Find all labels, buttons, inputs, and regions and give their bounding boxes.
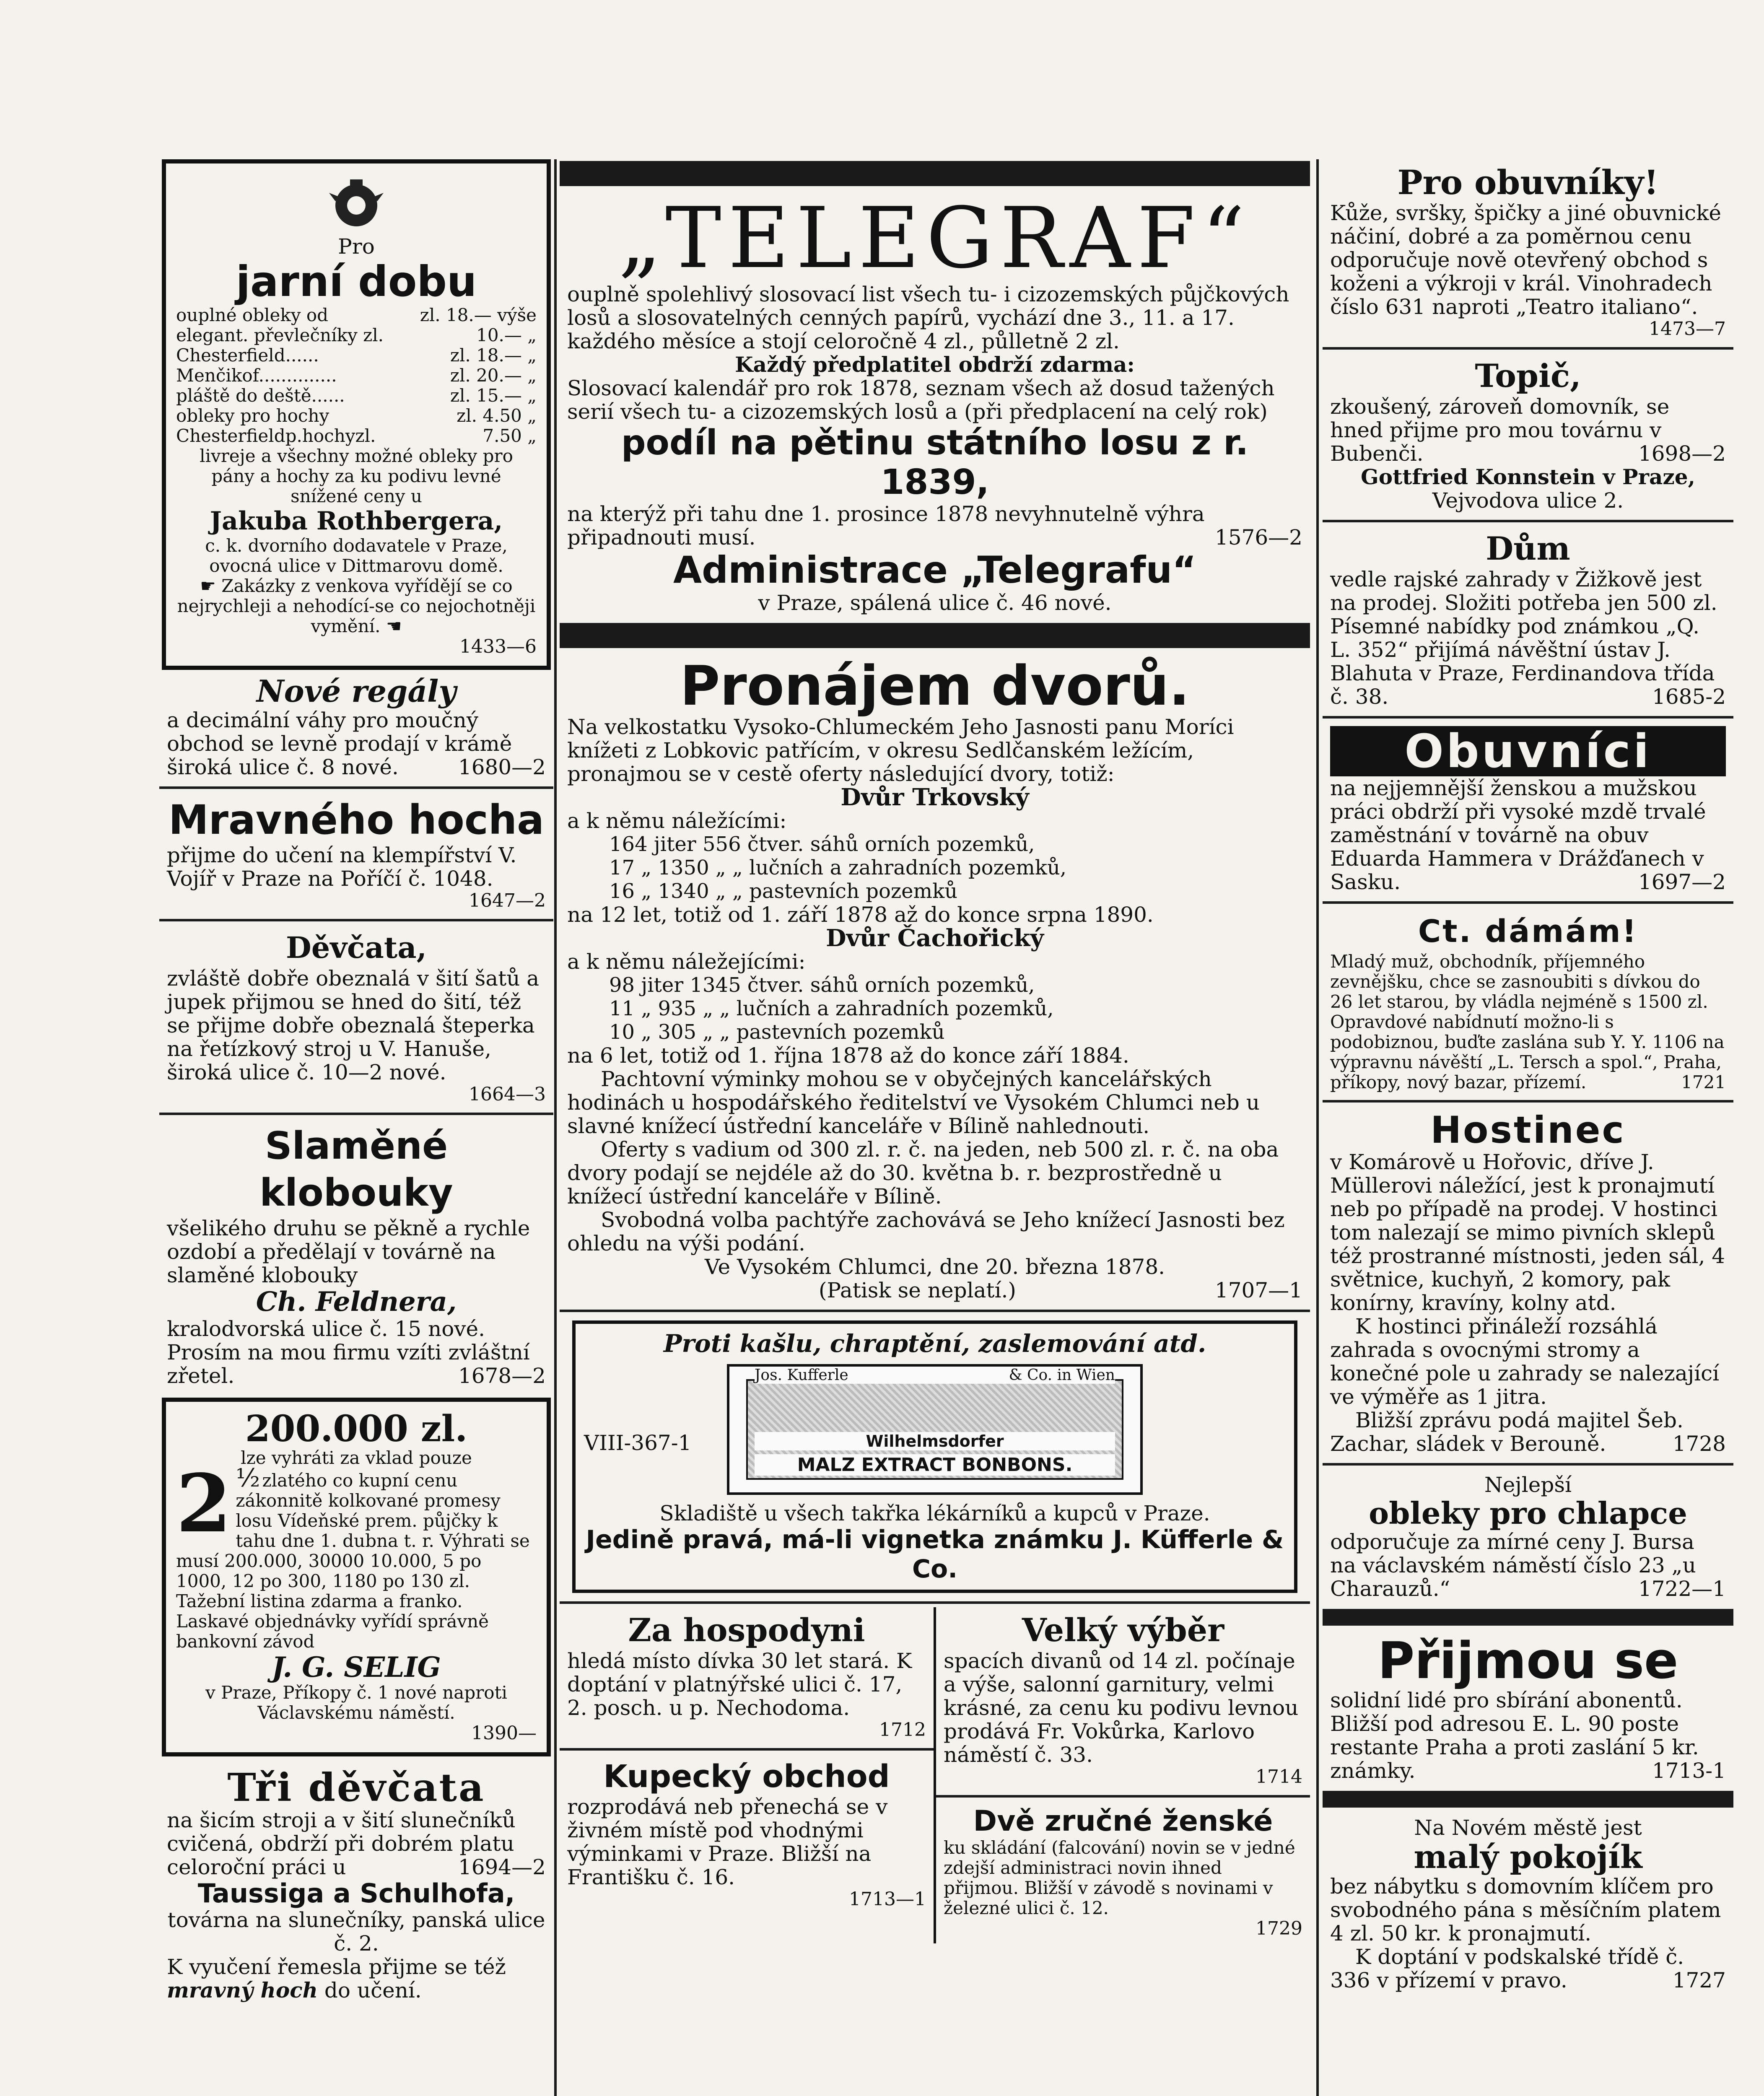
ad-body: ku skládání (falcování) novin se v jedné zdejší administraci novin ihned přijmou. Bližší v závodě s novinami v železné ulici č. 12.	[944, 1837, 1295, 1918]
ad-kupecky	[560, 1754, 934, 1914]
ad-body: zkoušený, zároveň domovník, se hned přijme pro mou továrnu v Bubenči. 1698—2	[1330, 394, 1726, 466]
ad-topic	[1323, 353, 1733, 516]
ad-body: Svobodná volba pachtýře zachovává se Jeho knížecí Jasnosti bez ohledu na výši podání.	[567, 1208, 1285, 1256]
price-row: ouplné obleky od zl. 18.— výše	[176, 305, 537, 325]
ad-body: na nejjemnější ženskou a mužskou práci obdrží při vysoké mzdě trvalé zaměstnání v továrně na obuv Eduarda Hammera v Drážďanech v Sasku. 1697—2	[1330, 776, 1726, 894]
ad-body: Skladiště u všech takřka lékárníků a kupců v Praze.	[659, 1501, 1210, 1525]
eagle-emblem-icon	[329, 176, 384, 231]
ad-body: 2 ½ zlatého co kupní cenu zákonnitě kolkované promesy losu Vídeňské prem. půjčky k tahu dne 1. dubna t. r. Výhrati se musí 200.000, 30000 10.000, 5 po 1000, 12 po 300, 1180 po 130 zl. Tažební listina zdarma a franko. Laskavé objednávky vyřídí správně bankovní závod	[176, 1457, 530, 1652]
ad-code: 1473—7	[1649, 318, 1726, 340]
ad-code: 1714	[1256, 1766, 1302, 1787]
ad-code: 1680—2	[458, 755, 546, 779]
ad-pre: Pro	[338, 234, 375, 259]
ad-body: K hostinci přináleží rozsáhlá zahrada s ovocnými stromy a konečné pole u zahrady se nalezající ve výměře as 1 jitra.	[1330, 1314, 1720, 1409]
divider	[560, 1310, 1310, 1312]
divider	[1323, 1463, 1733, 1466]
ad-subtitle: Dvůr Čachořický	[825, 924, 1044, 952]
ad-hostinec	[1323, 1106, 1733, 1460]
list-item: 10 „ 305 „ „ pastevních pozemků	[609, 1020, 945, 1044]
ad-ref: VIII-367-1	[584, 1431, 692, 1455]
pointing-hand-icon: ☚	[380, 616, 402, 636]
ad-obuvniky	[1323, 159, 1733, 344]
price-row: pláště do deště...... zl. 15.— „	[176, 385, 537, 406]
list-item: 17 „ 1350 „ „ lučních a zahradních pozemků,	[609, 856, 1066, 879]
ad-code: 1728	[1672, 1432, 1726, 1456]
ad-title: 200.000 zl.	[245, 1408, 468, 1450]
list-item: 16 „ 1340 „ „ pastevních pozemků	[609, 879, 958, 903]
ad-body: Bližší zprávu podá majitel Šeb. Zachar, sládek v Berouně. 1728	[1330, 1408, 1726, 1456]
divider	[560, 1748, 934, 1751]
price-row: Menčikof.............. zl. 20.— „	[176, 365, 537, 386]
label-brand: Wilhelmsdorfer	[755, 1432, 1115, 1450]
decorative-bar	[1323, 1609, 1733, 1626]
right-column	[1323, 159, 1733, 2096]
ad-body: ouplně spolehlivý slosovací list všech tu- i cizozemských půjčkových losů a slosovatelných cenných papírů, vychází dne 3., 11. a 17. každého měsíce a stojí celoročně 4 zl., půlletně 2 zl.	[567, 282, 1289, 353]
ad-title: Nové regály	[256, 673, 457, 709]
ad-body: a k němu náležejícími:	[567, 949, 806, 974]
ad-title: malý pokojík	[1414, 1838, 1642, 1876]
ad-malz-extract	[572, 1320, 1297, 1593]
list-item: 11 „ 935 „ „ lučních a zahradních pozemků,	[609, 997, 1054, 1020]
ad-name: Ch. Feldnera,	[256, 1286, 457, 1318]
ad-body: lze vyhráti za vklad pouze	[241, 1447, 472, 1468]
ad-body: K doptání v podskalské třídě č. 336 v přízemí v pravo. 1727	[1330, 1945, 1726, 1992]
ad-body: na 6 let, totiž od 1. října 1878 až do konce září 1884.	[567, 1043, 1129, 1068]
ad-name: Gottfried Konnstein v Praze,	[1361, 464, 1695, 489]
price-row: Chesterfieldp.hochyzl. 7.50 „	[176, 425, 537, 446]
ad-name: Administrace „Telegrafu“	[673, 548, 1196, 591]
ad-pre: Na Novém městě jest	[1414, 1816, 1642, 1840]
ad-body: vedle rajské zahrady v Žižkově jest na prodej. Složiti potřeba jen 500 zl. Písemné nabídky pod známkou „Q. L. 352“ přijímá návěštní ústav J. Blahuta v Praze, Ferdinandova třída č. 38. 1685-2	[1330, 567, 1726, 709]
divider	[1323, 901, 1733, 904]
ad-title: Dům	[1486, 530, 1570, 567]
ad-subtitle: Dvůr Trkovský	[840, 783, 1029, 811]
ad-code: 1713-1	[1652, 1759, 1726, 1783]
ad-title: Tři děvčata	[227, 1765, 485, 1810]
list-item: 98 jiter 1345 čtver. sáhů orních pozemků,	[609, 973, 1035, 997]
ad-title: „TELEGRAF“	[618, 189, 1252, 287]
ad-title: Kupecký obchod	[603, 1759, 890, 1795]
ad-code: 1647—2	[469, 890, 546, 911]
ad-dvory	[560, 652, 1310, 1306]
ad-body: továrna na slunečníky, panská ulice č. 2.	[167, 1908, 545, 1956]
ad-title: Slaměné klobouky	[259, 1124, 453, 1215]
ad-title: jarní dobu	[236, 257, 477, 306]
ad-devcata	[159, 925, 553, 1109]
ad-code: 1729	[1256, 1918, 1302, 1939]
column-rule	[1316, 159, 1319, 2096]
price-row: elegant. převlečníky zl. 10.— „	[176, 325, 537, 345]
ad-rothberger	[162, 159, 551, 670]
ad-body: odporučuje za mírné ceny J. Bursa na václavském náměstí číslo 23 „u Charauzů.“ 1722—1	[1330, 1530, 1726, 1601]
ad-zenske	[936, 1801, 1310, 1943]
ad-name: Taussiga a Schulhofa,	[197, 1878, 515, 1909]
ad-title: Přijmou se	[1377, 1632, 1678, 1690]
ad-code: 1698—2	[1638, 441, 1726, 466]
ad-body: a decimální váhy pro moučný obchod se levně prodají v krámě široká ulice č. 8 nové. 1680—2	[167, 708, 546, 779]
price-row: obleky pro hochy zl. 4.50 „	[176, 405, 537, 426]
ad-klobouky	[159, 1118, 553, 1392]
ad-body: solidní lidé pro sbírání abonentů. Bližší pod adresou E. L. 90 poste restante Praha a proti zaslání 5 kr. známky. 1713-1	[1330, 1688, 1726, 1783]
pointing-hand-icon: ☛	[200, 576, 222, 596]
ad-body: rozprodává neb přenechá se v živném místě pod vhodnými výminkami v Praze. Bližší na Františku č. 16.	[567, 1795, 888, 1889]
ad-code: 1694—2	[458, 1855, 546, 1879]
divider	[159, 919, 553, 921]
ad-body: všelikého druhu se pěkně a rychle ozdobí a předělají v továrně na slaměné klobouky	[167, 1216, 530, 1287]
ad-body: zvláště dobře obeznalá v šití šatů a jupek přijmou se hned do šití, též se přijme dobře obeznalá šteperka na řetízkový stroj u V. Hanuše, široká ulice č. 10—2 nové.	[167, 966, 540, 1084]
ad-title: Proti kašlu, chraptění, zaslemování atd.	[663, 1329, 1206, 1358]
ad-body: v Komárově u Hořovic, dříve J. Müllerovi náležící, jest k pronajmutí neb po případě na prodej. V hostinci tom nalezají se mimo pivních sklepů též prostranné místnosti, jeden sál, 4 světnice, kuchyň, 2 komory, pak konírny, kravíny, kolny atd.	[1330, 1150, 1725, 1315]
divider	[1323, 1100, 1733, 1102]
ad-body: Kůže, svršky, špičky a jiné obuvnické náčiní, dobré a za poměrnou cenu odporučuje nově otevřený obchod s koženi a výkroji v král. Vinohradech číslo 631 naproti „Teatro italiano“.	[1330, 201, 1721, 319]
price-list	[176, 305, 537, 446]
ad-body: c. k. dvorního dodavatele v Praze, ovocná ulice v Dittmarovu domě.	[205, 535, 508, 576]
ad-code: 1721	[1681, 1072, 1726, 1092]
ad-body: v Praze, Příkopy č. 1 nové naproti Václavskému náměstí.	[205, 1682, 507, 1723]
ad-body: v Praze, spálená ulice č. 46 nové.	[758, 591, 1112, 615]
ad-code: 1713—1	[849, 1888, 926, 1910]
decorative-bar	[1323, 1791, 1733, 1808]
ad-code: 1433—6	[459, 636, 537, 657]
ad-title: Velký výběr	[1022, 1611, 1224, 1649]
ad-body: bez nábytku s domovním klíčem pro svobodného pána s měsíčním platem 4 zl. 50 kr. k pronajmutí.	[1330, 1874, 1721, 1946]
ad-body: Každý předplatitel obdrží zdarma:	[735, 352, 1135, 377]
label-maker: Jos. Kufferle	[755, 1367, 848, 1384]
ad-telegraf	[560, 190, 1310, 619]
big-digit: 2	[176, 1457, 232, 1550]
ad-body: Pachtovní výminky mohou se v obyčejných kancelářských hodinách u hospodářského ředitelství ve Vysokém Chlumci neb u slavné knížecí ústřední kanceláře v Bílině nahlednouti.	[567, 1067, 1260, 1138]
ad-code: 1727	[1672, 1968, 1726, 1992]
divider	[936, 1795, 1310, 1798]
ad-code: 1678—2	[458, 1364, 546, 1388]
ad-title: Topič,	[1475, 357, 1581, 394]
label-text: MALZ EXTRACT BONBONS.	[755, 1454, 1115, 1476]
ad-body: hledá místo dívka 30 let stará. K doptání v platnýřské ulici č. 17, 2. posch. u p. Nechodoma.	[567, 1649, 912, 1720]
ad-title: Ct. dámám!	[1418, 913, 1638, 949]
ad-body: Na velkostatku Vysoko-Chlumeckém Jeho Jasnosti panu Moríci knížeti z Lobkovic patřícím, v okresu Sedlčanském ležícím, pronajmou se v cestě oferty následující dvory, totiž:	[567, 715, 1234, 786]
column-rule	[554, 159, 557, 2096]
ad-damam	[1323, 907, 1733, 1097]
ad-mravneho-hocha	[159, 792, 553, 916]
ad-title: Pro obuvníky!	[1397, 163, 1659, 202]
ad-highlight: Jedině pravá, má-li vignetka známku J. Küfferle & Co.	[586, 1525, 1284, 1584]
divider	[1323, 347, 1733, 350]
ad-code: 1390—	[471, 1722, 537, 1744]
divider	[1323, 716, 1733, 719]
ad-body: (Patisk se neplatí.) 1707—1	[819, 1278, 1302, 1302]
fraction: ½	[236, 1463, 260, 1493]
left-column	[159, 159, 553, 2096]
middle-column	[560, 159, 1310, 2096]
ad-selig	[162, 1398, 551, 1756]
ad-date: Ve Vysokém Chlumci, dne 20. března 1878.	[704, 1255, 1165, 1279]
ad-body: ☛ Zakázky z venkova vyřídějí se co nejrychleji a nehodící-se co nejochotněji vymění. ☚	[177, 576, 536, 636]
ad-body: na 12 let, totiž od 1. září 1878 až do konce srpna 1890.	[567, 903, 1154, 927]
divider	[159, 786, 553, 789]
ad-hospodyne	[560, 1607, 934, 1745]
product-label-image	[727, 1364, 1143, 1495]
ad-title: Za hospodyni	[628, 1611, 865, 1649]
decorative-bar	[560, 161, 1310, 186]
ad-title: obleky pro chlapce	[1369, 1495, 1687, 1531]
ad-body: K vyučení řemesla přijme se též mravný hoch do učení.	[167, 1955, 506, 2003]
divider	[560, 1601, 1310, 1604]
ad-code: 1664—3	[469, 1084, 546, 1105]
ad-highlight: podíl na pětinu státního losu z r. 1839,	[621, 423, 1249, 502]
ad-body: Oferty s vadium od 300 zl. r. č. na jeden, neb 500 zl. r. č. na oba dvory podají se nejdéle až do 30. května b. r. bezprostředně u knížecí ústřední kanceláře v Bílině.	[567, 1137, 1279, 1209]
ad-prijmou	[1323, 1630, 1733, 1787]
ad-body: Mladý muž, obchodník, příjemného zevnějšku, chce se zasnoubiti s dívkou do 26 let starou, by vládla nejméně s 1500 zl. Opravdové nabídnutí možno-li s podobiznou, buďte zaslána sub Y. Y. 1106 na výpravnu návěští „L. Tersch a spol.“, Praha, příkopy, nový bazar, přízemí. 1721	[1330, 951, 1726, 1092]
ad-body: Vejvodova ulice 2.	[1432, 488, 1624, 513]
ad-obuvnici	[1323, 722, 1733, 898]
ad-body: spacích divanů od 14 zl. počínaje a výše, salonní garnitury, velmi krásné, za cenu ku podivu levnou prodává Fr. Vokůrka, Karlovo náměstí č. 33.	[944, 1649, 1299, 1767]
ad-regaly	[159, 670, 553, 783]
ad-body: Slosovací kalendář pro rok 1878, seznam všech až dosud tažených serií všech tu- a cizozemských losů a (při předplacení na celý rok)	[567, 376, 1275, 424]
divider	[1323, 520, 1733, 522]
ad-dum	[1323, 526, 1733, 713]
ad-code: 1707—1	[1214, 1278, 1302, 1302]
ad-code: 1576—2	[1214, 525, 1302, 550]
ad-title: Obuvníci	[1330, 726, 1726, 776]
two-column-ads	[560, 1607, 1310, 1943]
label-city: & Co. in Wien	[1009, 1367, 1115, 1384]
ad-code: 1685-2	[1652, 685, 1726, 709]
decorative-bar	[560, 623, 1310, 648]
ad-name: J. G. SELIG	[272, 1651, 441, 1684]
ad-body: a k němu náležícími:	[567, 809, 787, 833]
ad-title: Pronájem dvorů.	[680, 654, 1190, 718]
ad-title: Dvě zručné ženské	[973, 1805, 1273, 1838]
ad-title: Hostinec	[1430, 1108, 1626, 1152]
ad-name: Jakuba Rothbergera,	[210, 506, 503, 536]
price-row: Chesterfield...... zl. 18.— „	[176, 345, 537, 366]
ad-pokojik	[1323, 1812, 1733, 1996]
ad-chlapce	[1323, 1469, 1733, 1605]
ad-body: kralodvorská ulice č. 15 nové. Prosím na mou firmu vzíti zvláštní zřetel. 1678—2	[167, 1317, 546, 1388]
divider	[159, 1113, 553, 1115]
ad-tri-devcata	[159, 1762, 553, 2006]
ad-body: na šicím stroji a v šití slunečníků cvičená, obdrží při dobrém platu celoroční práci u 1694—2	[167, 1808, 546, 1879]
ad-code: 1712	[879, 1719, 926, 1741]
ad-body: livreje a všechny možné obleky pro pány a hochy za ku podivu levné snížené ceny u	[200, 446, 513, 506]
ad-code: 1722—1	[1638, 1577, 1726, 1601]
ad-title: Mravného hocha	[169, 796, 544, 843]
ad-body: přijme do učení na klempířství V. Vojíř v Praze na Poříčí č. 1048.	[167, 843, 517, 891]
ad-pre: Nejlepší	[1484, 1473, 1572, 1497]
ad-vyber	[936, 1607, 1310, 1792]
ad-body: na kterýž při tahu dne 1. prosince 1878 nevyhnutelně výhra připadnouti musí. 1576—2	[567, 502, 1302, 550]
ad-title: Děvčata,	[286, 930, 427, 965]
ad-code: 1697—2	[1638, 870, 1726, 894]
list-item: 164 jiter 556 čtver. sáhů orních pozemků,	[609, 833, 1035, 856]
